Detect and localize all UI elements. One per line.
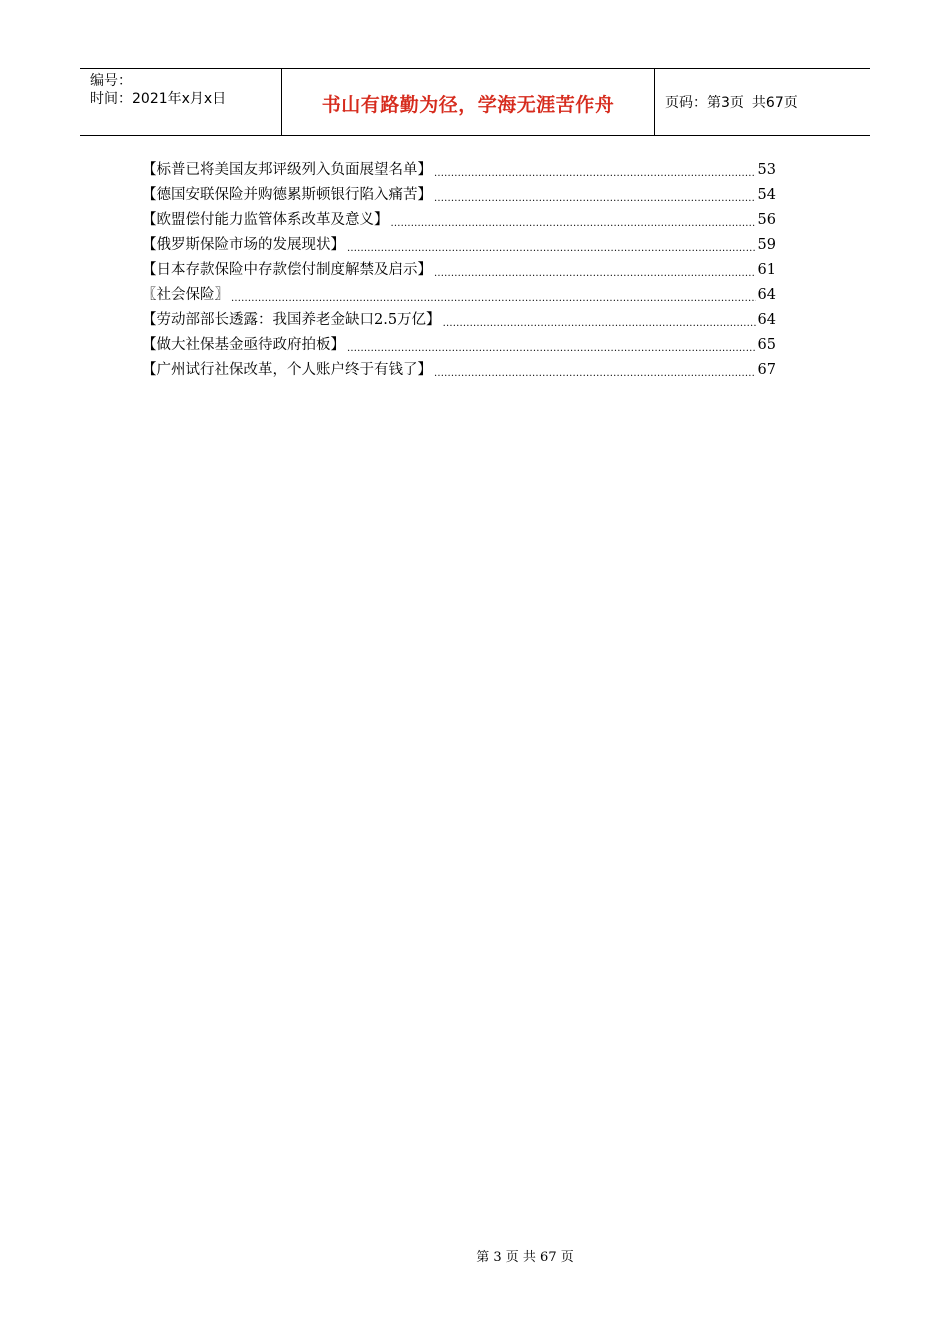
toc-entry[interactable]	[142, 258, 776, 283]
toc-entry[interactable]	[142, 283, 776, 308]
page-header	[80, 68, 870, 136]
toc-leader-dots	[432, 183, 756, 208]
toc-entry-title: 【俄罗斯保险市场的发展现状】	[142, 237, 345, 253]
toc-entry-page: 61	[757, 262, 776, 278]
page-footer: 第 3 页 共 67 页	[476, 1250, 574, 1265]
toc-entry-page: 53	[757, 162, 776, 178]
toc-entry-page: 64	[757, 312, 776, 328]
toc-entry[interactable]	[142, 333, 776, 358]
toc-entry-title: 【做大社保基金亟待政府拍板】	[142, 337, 345, 353]
toc-entry-page: 59	[757, 237, 776, 253]
toc-entry-title: 【日本存款保险中存款偿付制度解禁及启示】	[142, 262, 432, 278]
table-of-contents	[142, 158, 776, 383]
toc-entry-title: 【德国安联保险并购德累斯顿银行陷入痛苦】	[142, 187, 432, 203]
toc-leader-dots	[432, 358, 756, 383]
toc-leader-dots	[229, 283, 756, 308]
toc-leader-dots	[345, 233, 756, 258]
toc-entry-title: 【广州试行社保改革，个人账户终于有钱了】	[142, 362, 432, 378]
toc-entry-page: 67	[757, 362, 776, 378]
toc-entry[interactable]	[142, 308, 776, 333]
header-meta-cell	[80, 69, 281, 135]
toc-entry-page: 65	[757, 337, 776, 353]
toc-leader-dots	[345, 333, 756, 358]
toc-leader-dots	[432, 258, 756, 283]
document-number-label: 编号：	[90, 73, 132, 89]
toc-entry[interactable]	[142, 158, 776, 183]
toc-leader-dots	[432, 158, 756, 183]
header-page-number: 页码：第3页	[665, 95, 744, 111]
toc-entry[interactable]	[142, 233, 776, 258]
toc-entry[interactable]	[142, 358, 776, 383]
toc-leader-dots	[441, 308, 756, 333]
header-motto: 书山有路勤为径，学海无涯苦作舟	[281, 69, 655, 135]
toc-entry-title: 【劳动部部长透露：我国养老金缺口2.5万亿】	[142, 312, 441, 328]
toc-entry-title: 【标普已将美国友邦评级列入负面展望名单】	[142, 162, 432, 178]
toc-leader-dots	[389, 208, 756, 233]
toc-entry[interactable]	[142, 183, 776, 208]
toc-entry-title: 【欧盟偿付能力监管体系改革及意义】	[142, 212, 389, 228]
header-total-pages: 共67页	[751, 95, 798, 111]
toc-entry-page: 56	[757, 212, 776, 228]
toc-entry-page: 64	[757, 287, 776, 303]
toc-entry[interactable]	[142, 208, 776, 233]
toc-entry-title: 〖社会保险〗	[142, 287, 229, 303]
document-date-label: 时间：2021年x月x日	[90, 91, 227, 107]
header-page-cell	[655, 69, 870, 135]
toc-entry-page: 54	[757, 187, 776, 203]
